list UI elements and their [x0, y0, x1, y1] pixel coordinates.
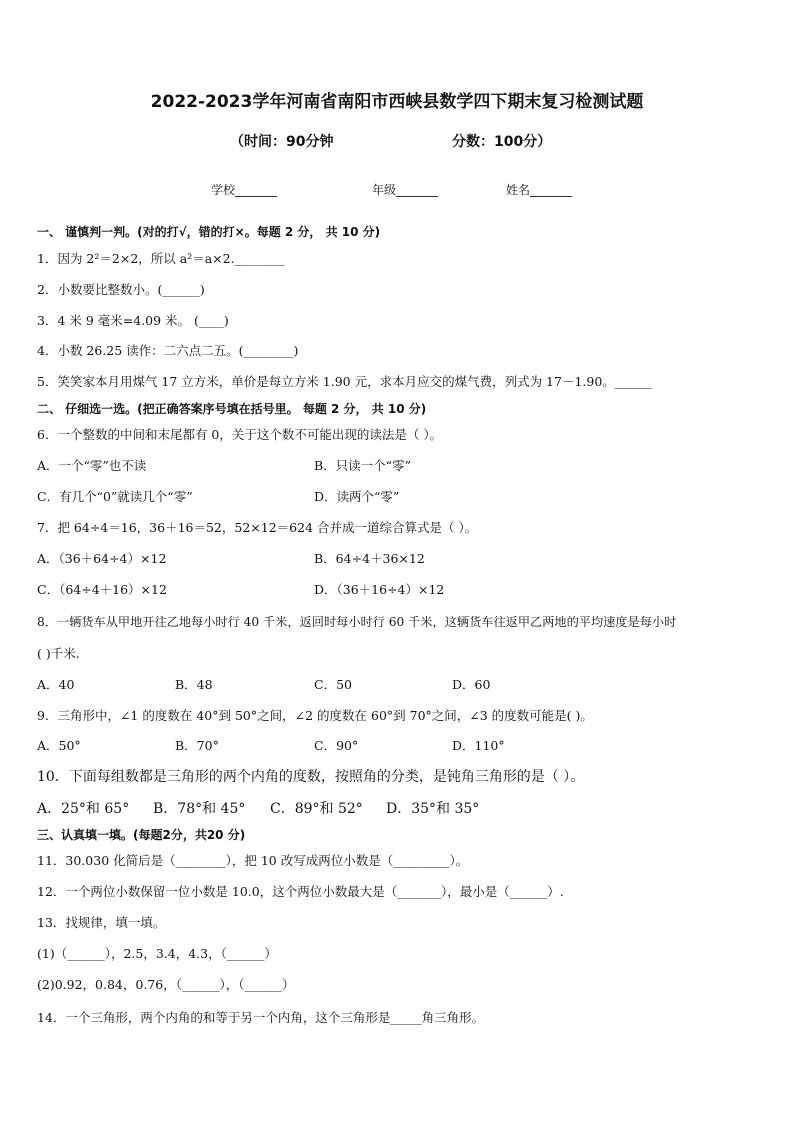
question-8-continued: ( )千米.: [37, 646, 80, 661]
question-10-option-a: A．25°和 65°: [37, 801, 130, 817]
question-9-option-c: C．90°: [314, 738, 359, 753]
section-heading-2: 二、 仔细选一选。(把正确答案序号填在括号里。 每题 2 分， 共 10 分): [37, 402, 427, 416]
question-2: 2．小数要比整数小。(______): [37, 282, 205, 297]
question-13-part-1: (1)（______），2.5，3.4，4.3，（______）: [37, 946, 277, 961]
exam-score: 分数：100分）: [452, 134, 552, 150]
question-13-part-2: (2)0.92，0.84，0.76，（______），（______）: [37, 977, 295, 992]
question-8-option-c: C．50: [314, 677, 352, 692]
question-8-option-b: B．48: [175, 677, 213, 692]
section-heading-1: 一、 谨慎判一判。(对的打√，错的打×。每题 2 分， 共 10 分): [37, 225, 381, 239]
question-12: 12．一个两位小数保留一位小数是 10.0，这个两位小数最大是（_______），最小是（______）.: [37, 884, 564, 899]
section-heading-3: 三、认真填一填。(每题2分，共20 分): [37, 828, 246, 842]
question-10-option-c: C．89°和 52°: [270, 801, 363, 817]
question-7-option-c: C．（64÷4＋16）×12: [37, 582, 167, 597]
question-9-option-b: B．70°: [175, 738, 219, 753]
exam-time: （时间：90分钟: [230, 134, 334, 150]
question-14: 14．一个三角形，两个内角的和等于另一个内角，这个三角形是_____角三角形。: [37, 1010, 485, 1025]
question-6-option-c: C．有几个“0”就读几个“零”: [37, 489, 193, 504]
question-1: 1．因为 2²＝2×2，所以 a²＝a×2.________: [37, 251, 285, 266]
question-6-option-d: D．读两个“零”: [314, 489, 400, 504]
question-8: 8．一辆货车从甲地开往乙地每小时行 40 千米，返回时每小时行 60 千米，这辆货车往返甲乙两地的平均速度是每小时: [37, 615, 677, 629]
question-7: 7．把 64÷4＝16，36＋16＝52，52×12＝624 合并成一道综合算式是（ ）。: [37, 520, 478, 535]
question-4: 4．小数 26.25 读作：二六点二五。(________): [37, 343, 299, 358]
question-9-option-a: A．50°: [37, 738, 81, 753]
school-field: 学校_______: [211, 183, 278, 197]
grade-field: 年级_______: [372, 183, 439, 197]
question-10: 10．下面每组数都是三角形的两个内角的度数，按照角的分类，是钝角三角形的是（ ）。: [37, 769, 585, 785]
question-8-option-d: D．60: [452, 677, 491, 692]
question-7-option-a: A．（36＋64÷4）×12: [37, 551, 167, 566]
question-11: 11．30.030 化简后是（________），把 10 改写成两位小数是（_________）。: [37, 853, 469, 868]
question-8-option-a: A．40: [37, 677, 75, 692]
question-7-option-b: B．64÷4＋36×12: [314, 551, 425, 566]
question-6: 6．一个整数的中间和末尾都有 0，关于这个数不可能出现的读法是（ ）。: [37, 427, 443, 442]
question-3: 3．4 米 9 毫米=4.09 米。 (____): [37, 313, 229, 328]
question-10-option-b: B．78°和 45°: [153, 801, 246, 817]
question-9: 9．三角形中，∠1 的度数在 40°到 50°之间，∠2 的度数在 60°到 70°之间，∠3 的度数可能是( )。: [37, 708, 593, 723]
page-title: 2022-2023学年河南省南阳市西峡县数学四下期末复习检测试题: [150, 92, 644, 112]
question-7-option-d: D．（36＋16÷4）×12: [314, 582, 445, 597]
question-5: 5．笑笑家本月用煤气 17 立方米，单价是每立方米 1.90 元，求本月应交的煤气费，列式为 17－1.90。______: [37, 374, 653, 389]
question-6-option-a: A．一个“零”也不读: [37, 458, 147, 473]
question-13: 13．找规律，填一填。: [37, 915, 166, 930]
question-9-option-d: D．110°: [452, 738, 505, 753]
question-10-option-d: D．35°和 35°: [386, 801, 480, 817]
name-field: 姓名_______: [506, 183, 573, 197]
question-6-option-b: B．只读一个“零”: [314, 458, 411, 473]
